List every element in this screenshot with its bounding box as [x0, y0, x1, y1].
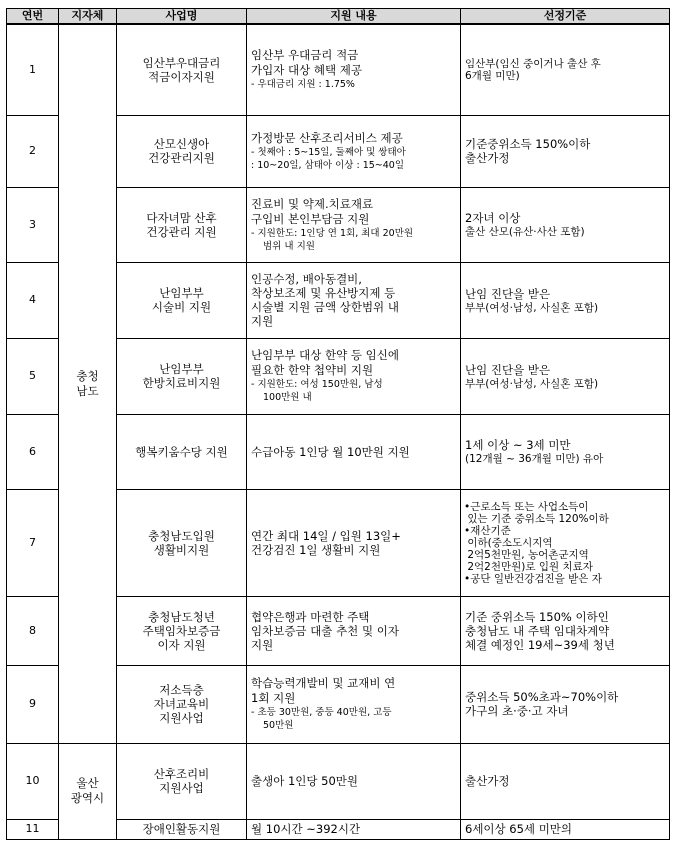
- support-content: 학습능력개발비 및 교재비 연 1회 지원 - 초등 30만원, 중등 40만원, 고등 50만원: [247, 665, 461, 743]
- selection-criteria: 임산부(임신 중이거나 출산 후 6개월 미만): [461, 24, 670, 115]
- support-content: 출생아 1인당 50만원: [247, 743, 461, 819]
- region-cell-ulsan: 울산 광역시: [59, 743, 117, 839]
- program-name: 충청남도청년 주택임차보증금 이자 지원: [117, 596, 247, 665]
- table-row: [7, 743, 670, 819]
- header-row: [7, 9, 670, 25]
- program-name: 산후조리비 지원사업: [117, 743, 247, 819]
- program-name: 다자녀맘 산후 건강관리 지원: [117, 187, 247, 262]
- program-name: 행복키움수당 지원: [117, 414, 247, 489]
- row-number: 6: [7, 414, 59, 489]
- program-name: 장애인활동지원: [117, 819, 247, 839]
- row-number: 7: [7, 489, 59, 596]
- row-number: 5: [7, 338, 59, 414]
- row-number: 2: [7, 115, 59, 187]
- selection-criteria: 2자녀 이상 출산 산모(유산·사산 포함): [461, 187, 670, 262]
- support-content: 연간 최대 14일 / 입원 13일+ 건강검진 1일 생활비 지원: [247, 489, 461, 596]
- row-number: 3: [7, 187, 59, 262]
- support-content: 임산부 우대금리 적금 가입자 대상 혜택 제공 - 우대금리 지원 : 1.75%: [247, 24, 461, 115]
- selection-criteria: 6세이상 65세 미만의: [461, 819, 670, 839]
- row-number: 11: [7, 819, 59, 839]
- program-name: 산모신생아 건강관리지원: [117, 115, 247, 187]
- support-content: 수급아동 1인당 월 10만원 지원: [247, 414, 461, 489]
- table-row: [7, 24, 670, 115]
- program-name: 충청남도입원 생활비지원: [117, 489, 247, 596]
- selection-criteria: 난임 진단을 받은 부부(여성·남성, 사실혼 포함): [461, 262, 670, 338]
- program-name: 임산부우대금리 적금이자지원: [117, 24, 247, 115]
- row-number: 9: [7, 665, 59, 743]
- selection-criteria: 기준중위소득 150%이하 출산가정: [461, 115, 670, 187]
- region-cell-chungnam: 충청 남도: [59, 24, 117, 743]
- program-name: 난임부부 한방치료비지원: [117, 338, 247, 414]
- header-region: 지자체: [59, 9, 117, 25]
- support-content: 인공수정, 배아동결비, 착상보조제 및 유산방지제 등 시술별 지원 금액 상한범위 내 지원: [247, 262, 461, 338]
- support-program-table: [6, 8, 670, 840]
- header-no: 연번: [7, 9, 59, 25]
- program-name: 저소득층 자녀교육비 지원사업: [117, 665, 247, 743]
- support-content: 난임부부 대상 한약 등 임신에 필요한 한약 첩약비 지원 - 지원한도: 여성 150만원, 남성 100만원 내: [247, 338, 461, 414]
- selection-criteria: •근로소득 또는 사업소득이 있는 기준 중위소득 120%이하 •재산기준 이하(중소도시지역 2억5천만원, 농어촌군지역 2억2천만원)로 입원 치료자 •공단 일반건강검진을 받은 자: [461, 489, 670, 596]
- header-support-content: 지원 내용: [247, 9, 461, 25]
- row-number: 10: [7, 743, 59, 819]
- selection-criteria: 중위소득 50%초과~70%이하 가구의 초·중·고 자녀: [461, 665, 670, 743]
- header-criteria: 선정기준: [461, 9, 670, 25]
- support-content: 월 10시간 ~392시간: [247, 819, 461, 839]
- row-number: 4: [7, 262, 59, 338]
- support-content: 진료비 및 약제.치료재료 구입비 본인부담금 지원 - 지원한도: 1인당 연 1회, 최대 20만원 범위 내 지원: [247, 187, 461, 262]
- row-number: 8: [7, 596, 59, 665]
- row-number: 1: [7, 24, 59, 115]
- support-content: 가정방문 산후조리서비스 제공 - 첫째아 : 5~15일, 둘째아 및 쌍태아 : 10~20일, 삼태아 이상 : 15~40일: [247, 115, 461, 187]
- header-program-name: 사업명: [117, 9, 247, 25]
- selection-criteria: 난임 진단을 받은 부부(여성·남성, 사실혼 포함): [461, 338, 670, 414]
- selection-criteria: 출산가정: [461, 743, 670, 819]
- selection-criteria: 1세 이상 ~ 3세 미만 (12개월 ~ 36개월 미만) 유아: [461, 414, 670, 489]
- selection-criteria: 기준 중위소득 150% 이하인 충청남도 내 주택 임대차계약 체결 예정인 19세~39세 청년: [461, 596, 670, 665]
- program-name: 난임부부 시술비 지원: [117, 262, 247, 338]
- support-content: 협약은행과 마련한 주택 임차보증금 대출 추천 및 이자 지원: [247, 596, 461, 665]
